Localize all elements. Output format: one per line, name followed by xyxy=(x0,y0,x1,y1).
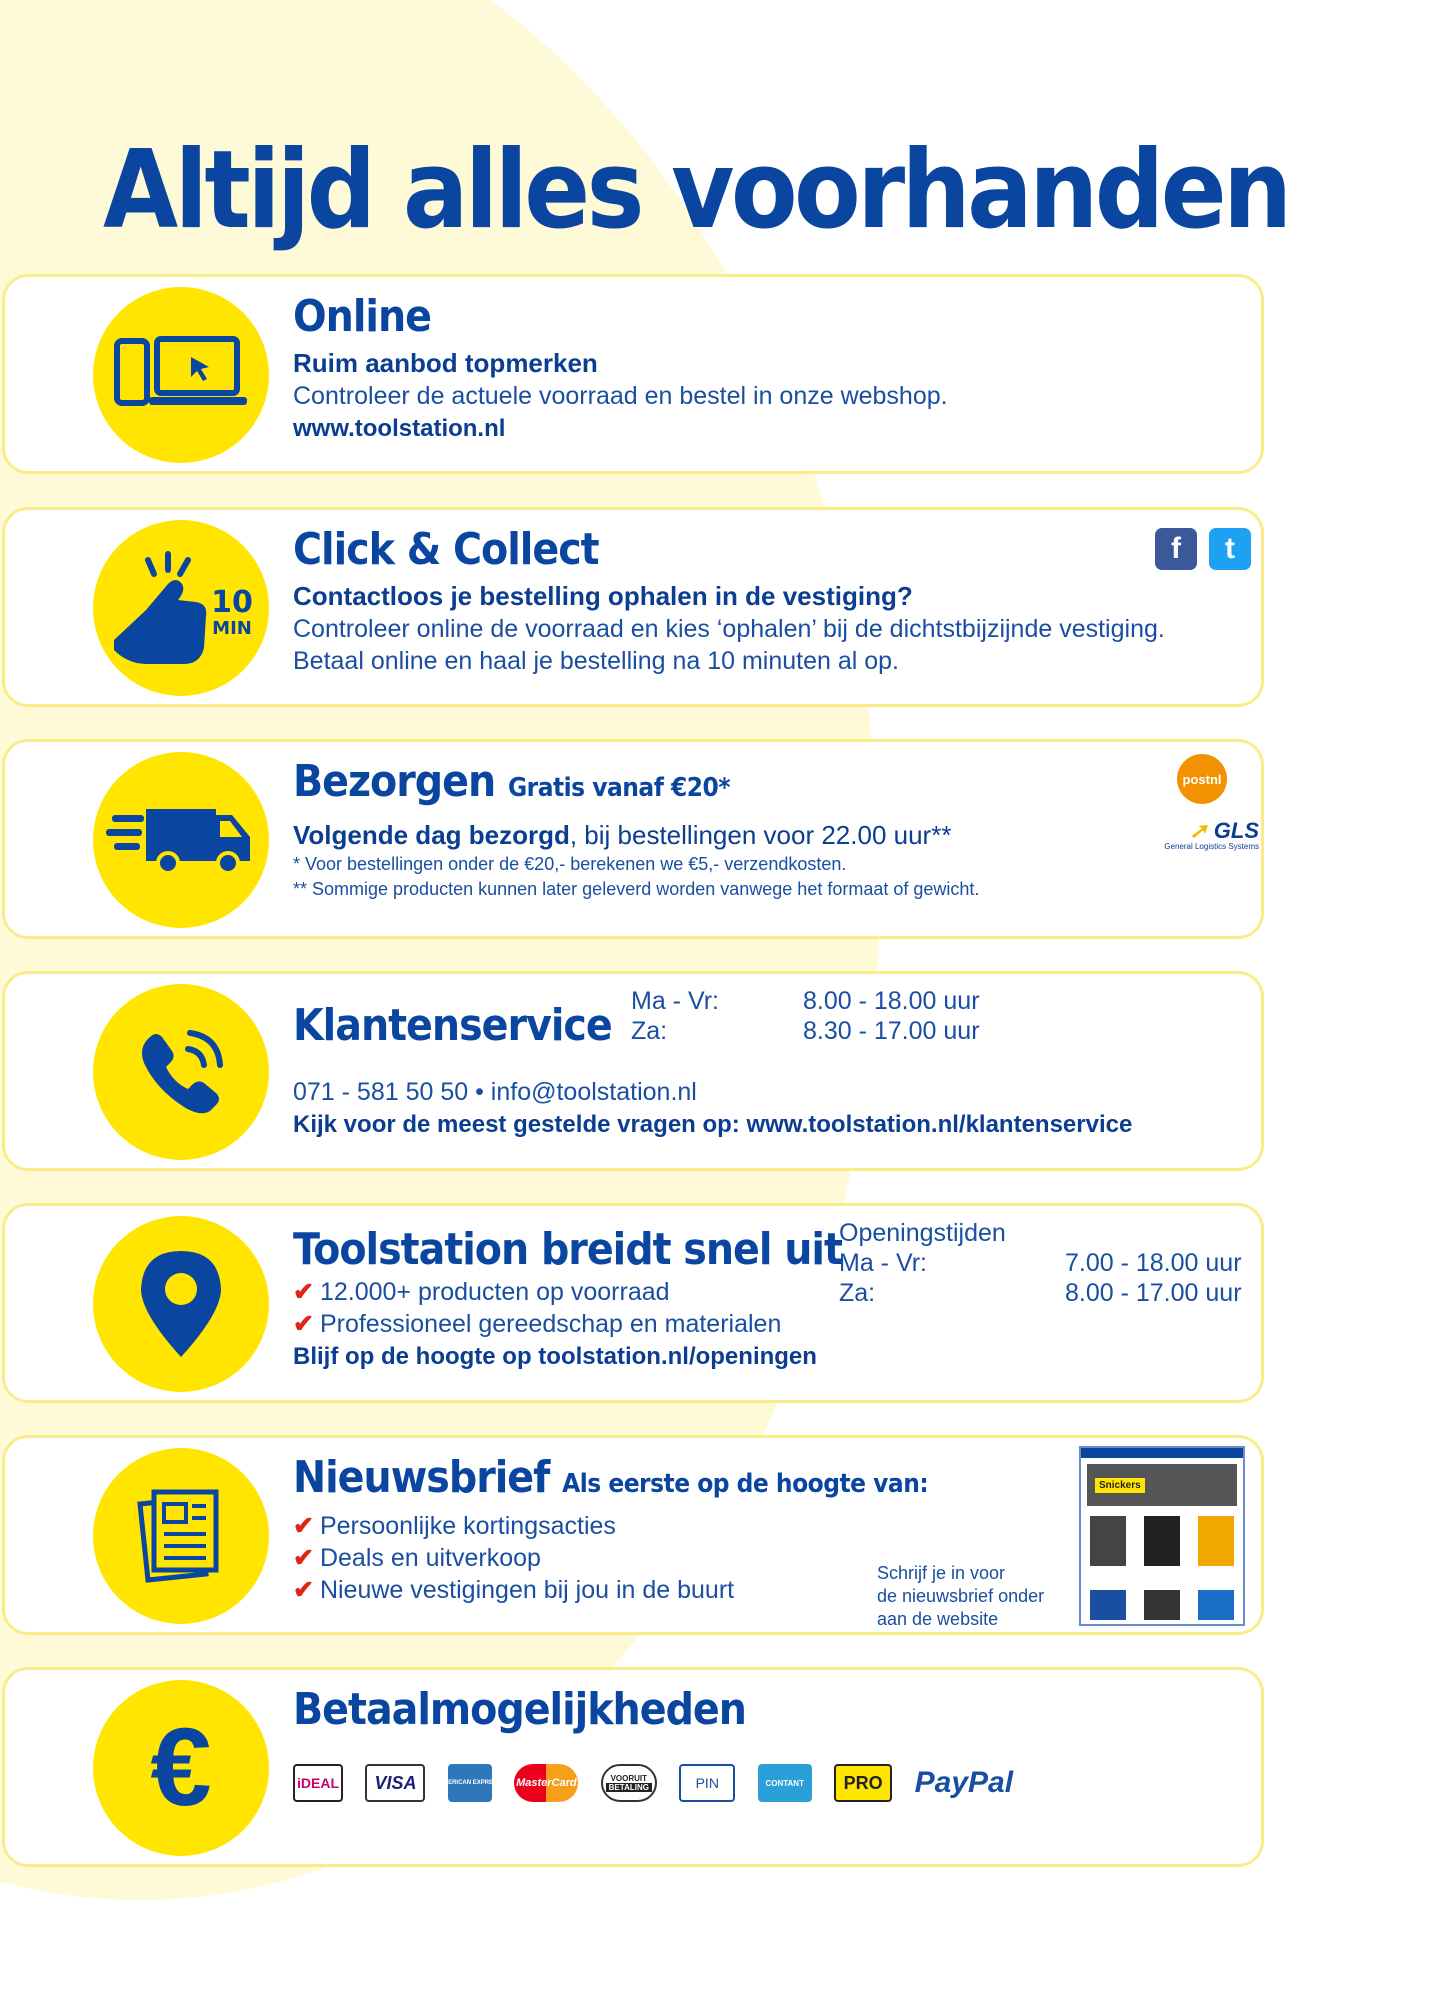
contant-logo: CONTANT xyxy=(758,1764,812,1802)
newspaper-icon xyxy=(93,1448,269,1624)
click-collect-line2: Betaal online en haal je bestelling na 10 minuten al op. xyxy=(293,647,899,675)
delivery-subheading-bold: Volgende dag bezorgd xyxy=(293,820,570,850)
visa-logo: VISA xyxy=(365,1764,425,1802)
paypal-logo: PayPal xyxy=(914,1766,1014,1799)
expansion-hours: Openingstijden Ma - Vr: 7.00 - 18.00 uur Za: 8.00 - 17.00 uur xyxy=(839,1219,1242,1307)
newsletter-heading-sub: Als eerste op de hoogte van: xyxy=(562,1469,929,1499)
click-collect-heading: Click & Collect xyxy=(293,524,599,575)
newsletter-item-2: ✔ Deals en uitverkoop xyxy=(293,1544,541,1572)
pro-logo: PRO xyxy=(834,1764,892,1802)
ideal-logo: iDEAL xyxy=(293,1764,343,1802)
amex-logo: AMERICAN EXPRESS xyxy=(448,1764,492,1802)
click-collect-card xyxy=(2,507,1264,707)
delivery-heading: Bezorgen xyxy=(293,756,496,807)
mastercard-logo: MasterCard xyxy=(514,1764,578,1802)
phone-icon xyxy=(93,984,269,1160)
page-title: Altijd alles voorhanden xyxy=(103,128,1289,253)
payment-methods xyxy=(293,1764,1241,1802)
newsletter-heading: Nieuwsbrief xyxy=(293,1452,550,1503)
delivery-note1: * Voor bestellingen onder de €20,- berekenen we €5,- verzendkosten. xyxy=(293,854,847,874)
click-collect-subheading: Contactloos je bestelling ophalen in de vestiging? xyxy=(293,581,913,611)
newsletter-preview[interactable]: Snickers xyxy=(1079,1446,1245,1626)
truck-icon xyxy=(93,752,269,928)
customer-service-contact[interactable]: 071 - 581 50 50 • info@toolstation.nl xyxy=(293,1078,697,1106)
postnl-logo: postnl xyxy=(1177,754,1227,804)
customer-service-hours: Ma - Vr: 8.00 - 18.00 uur Za: 8.30 - 17.00 uur xyxy=(631,987,980,1045)
pin-logo: PIN xyxy=(679,1764,735,1802)
click-collect-line1: Controleer online de voorraad en kies ‘ophalen’ bij de dichtstbijzijnde vestiging. xyxy=(293,615,1165,643)
online-link[interactable]: www.toolstation.nl xyxy=(293,415,506,442)
twitter-icon[interactable]: t xyxy=(1209,528,1251,570)
hand-click-icon xyxy=(93,520,269,696)
delivery-heading-sub: Gratis vanaf €20* xyxy=(507,773,731,803)
location-pin-icon xyxy=(93,1216,269,1392)
expansion-link[interactable]: Blijf op de hoogte op toolstation.nl/openingen xyxy=(293,1343,817,1370)
newsletter-item-3: ✔ Nieuwe vestigingen bij jou in de buurt xyxy=(293,1576,735,1604)
online-card xyxy=(2,274,1264,474)
customer-service-faq[interactable]: Kijk voor de meest gestelde vragen op: www.toolstation.nl/klantenservice xyxy=(293,1111,1133,1138)
vooruit-logo: VOORUIT BETALING xyxy=(601,1764,657,1802)
gls-logo: ➚ GLS General Logistics Systems xyxy=(1164,818,1259,851)
online-heading: Online xyxy=(293,291,431,342)
customer-service-card xyxy=(2,971,1264,1171)
newsletter-item-1: ✔ Persoonlijke kortingsacties xyxy=(293,1512,616,1540)
online-subheading: Ruim aanbod topmerken xyxy=(293,348,598,378)
newsletter-signup-text: Schrijf je in voor de nieuwsbrief onder aan de website xyxy=(877,1563,1045,1629)
expansion-heading: Toolstation breidt snel uit xyxy=(293,1224,842,1275)
delivery-subheading-rest: , bij bestellingen voor 22.00 uur** xyxy=(569,820,952,850)
expansion-item-1: ✔ 12.000+ producten op voorraad xyxy=(293,1278,670,1306)
customer-service-heading: Klantenservice xyxy=(293,1000,612,1051)
delivery-card xyxy=(2,739,1264,939)
payment-heading: Betaalmogelijkheden xyxy=(293,1684,746,1735)
expansion-card xyxy=(2,1203,1264,1403)
badge-number: 10 xyxy=(211,585,253,620)
devices-icon xyxy=(93,287,269,463)
badge-unit: MIN xyxy=(212,618,252,639)
hours-title: Openingstijden xyxy=(839,1219,1006,1247)
facebook-icon[interactable]: f xyxy=(1155,528,1197,570)
payment-card xyxy=(2,1667,1264,1867)
euro-icon: € xyxy=(93,1680,269,1856)
newsletter-card xyxy=(2,1435,1264,1635)
delivery-note2: ** Sommige producten kunnen later geleverd worden vanwege het formaat of gewicht. xyxy=(293,879,980,899)
expansion-item-2: ✔ Professioneel gereedschap en materialen xyxy=(293,1310,782,1338)
online-text: Controleer de actuele voorraad en bestel in onze webshop. xyxy=(293,382,948,410)
